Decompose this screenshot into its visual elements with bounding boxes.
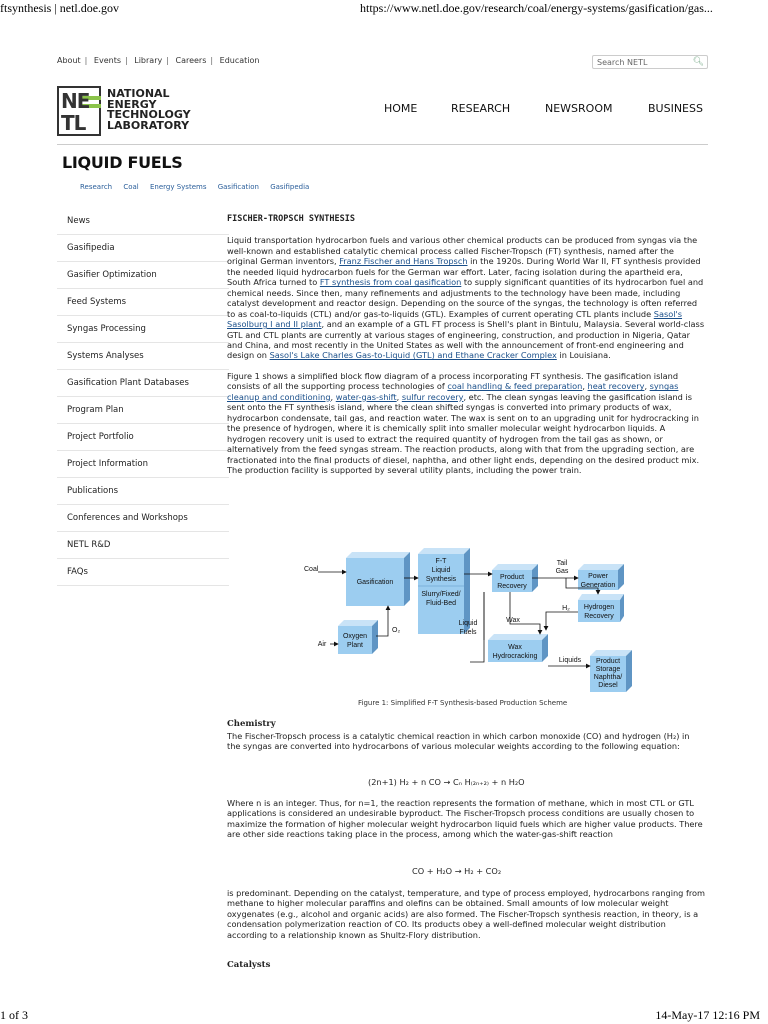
sidebar-item-gasifier-optimization[interactable]: Gasifier Optimization (57, 262, 229, 289)
text: , (396, 391, 402, 402)
label-ft-sub: Fluid-Bed (426, 600, 456, 607)
sidebar-item-publications[interactable]: Publications (57, 478, 229, 505)
equation-ft: (2n+1) H₂ + n CO → Cₙ H₍₂ₙ₊₂₎ + n H₂O (368, 777, 525, 787)
sidebar-item-project-information[interactable]: Project Information (57, 451, 229, 478)
label-tail-gas: Gas (555, 568, 569, 575)
print-timestamp: 14-May-17 12:16 PM (655, 1008, 760, 1022)
label-ft: Synthesis (425, 576, 457, 583)
text: in Louisiana. (556, 350, 611, 361)
logo-letters (61, 90, 97, 134)
label-storage: Storage (595, 666, 621, 673)
sidebar-item-syngas-processing[interactable]: Syngas Processing (57, 316, 229, 343)
logo-line: LABORATORY (107, 118, 190, 132)
label-liquid-fuels: Liquid (458, 620, 478, 627)
link-fischer-tropsch[interactable]: Franz Fischer and Hans Tropsch (339, 256, 468, 267)
utility-link-events[interactable]: Events (93, 56, 121, 65)
link-sasolburg[interactable]: Sasol's Sasolburg I and II plant (227, 308, 683, 330)
sidebar-item-gasifipedia[interactable]: Gasifipedia (57, 235, 229, 262)
sidebar-nav (57, 208, 229, 586)
label-product-recovery: Product (499, 574, 525, 581)
label-liquids: Liquids (558, 657, 582, 664)
logo-line: ENERGY (107, 97, 157, 111)
section-heading-ft: FISCHER-TROPSCH SYNTHESIS (227, 214, 355, 224)
header-divider (57, 144, 708, 145)
label-h2: H₂ (562, 605, 570, 612)
text: to supply significant quantities of its hydrocarbon fuel and chemical needs. Since then, many refinements and adjustments to the technology have been made, including catalyst development and reactor design. Depending on the source of the syngas, the technology is often referred to as coal-to-liquids (CTL) and/or gas-to-liquids (GTL). Examples of current operating CTL plants include (227, 277, 704, 319)
label-ft-sub: Slurry/Fixed/ (421, 591, 461, 598)
logo-line: NATIONAL (107, 87, 170, 100)
text: , (644, 381, 650, 392)
text: Liquid transportation hydrocarbon fuels and various other chemical products can be produced from syngas via the well-known and established catalytic chemical process called Fischer-Tropsch (FT) synthesis, named after the original German inventors, (227, 235, 698, 267)
print-header (0, 0, 768, 16)
paragraph-distribution: is predominant. Depending on the catalyst, temperature, and type of process employed, hydrocarbons ranging from methane to higher molecular paraffins and olefins can be obtained. Small amounts of low molecular weight oxygenates (e.g., alcohol and organic acids) are also formed. The Fischer-Tropsch synthesis reaction, in theory, is a condensation polymerization reaction of CO. Its products obey a well-defined molecular weight distribution according to a relationship known as Shultz-Flory distribution. (227, 888, 706, 940)
utility-link-about[interactable]: About (57, 56, 81, 65)
section-heading-catalysts: Catalysts (227, 960, 271, 970)
ft-block-flow-diagram (296, 548, 646, 694)
label-oxygen-plant: Plant (347, 642, 363, 649)
paragraph-intro (227, 235, 705, 360)
utility-link-careers[interactable]: Careers (175, 56, 207, 65)
link-syngas-cleanup[interactable]: syngas cleanup and conditioning (227, 381, 679, 402)
label-power: Generation (580, 582, 616, 589)
nav-home[interactable]: HOME (384, 102, 418, 115)
link-ft-from-coal[interactable]: FT synthesis from coal gasification (319, 277, 462, 288)
sidebar-item-feed-systems[interactable]: Feed Systems (57, 289, 229, 316)
label-power: Power (588, 573, 608, 580)
link-coal-handling[interactable]: coal handling & feed preparation (447, 381, 583, 392)
label-wax-hydro: Wax (508, 644, 522, 651)
label-storage: Naphtha/ (593, 674, 623, 681)
link-heat-recovery[interactable]: heat recovery (587, 381, 645, 392)
label-liquid-fuels: Fuels (459, 629, 477, 636)
utility-nav: About | Events | Library | Careers | Education (57, 56, 260, 65)
text: in the 1920s. During World War II, FT synthesis provided the needed liquid hydrocarbon fuels for the German war effort. Later, facing isolation during the apartheid era, South Africa turned to (227, 256, 701, 288)
print-page-number: 1 of 3 (0, 1008, 28, 1022)
utility-link-education[interactable]: Education (219, 56, 260, 65)
breadcrumb (80, 183, 318, 191)
label-gasification: Gasification (356, 579, 394, 586)
label-oxygen-plant: Oxygen (342, 633, 368, 640)
sidebar-item-conferences[interactable]: Conferences and Workshops (57, 505, 229, 532)
figure-caption: Figure 1: Simplified F-T Synthesis-based Production Scheme (358, 699, 568, 707)
label-hydrogen: Hydrogen (583, 604, 615, 611)
label-tail-gas: Tail (556, 560, 568, 567)
logo-wordmark (107, 89, 191, 131)
main-content (227, 214, 705, 475)
breadcrumb-gasification[interactable]: Gasification (217, 183, 259, 191)
utility-link-library[interactable]: Library (134, 56, 163, 65)
link-water-gas-shift[interactable]: water-gas-shift (335, 391, 397, 402)
text: , (330, 391, 336, 402)
nav-newsroom[interactable]: NEWSROOM (545, 102, 613, 115)
label-storage: Diesel (598, 682, 618, 689)
sidebar-item-plant-databases[interactable]: Gasification Plant Databases (57, 370, 229, 397)
paragraph-figure-intro (227, 371, 705, 476)
sidebar-item-systems-analyses[interactable]: Systems Analyses (57, 343, 229, 370)
page-title: LIQUID FUELS (62, 153, 183, 172)
sidebar-item-program-plan[interactable]: Program Plan (57, 397, 229, 424)
label-o2: O₂ (392, 627, 401, 634)
breadcrumb-energy-systems[interactable]: Energy Systems (149, 183, 207, 191)
breadcrumb-coal[interactable]: Coal (123, 183, 139, 191)
section-heading-chemistry: Chemistry (227, 719, 276, 729)
breadcrumb-gasifipedia[interactable]: Gasifipedia (270, 183, 310, 191)
text: , (582, 381, 588, 392)
link-sulfur-recovery[interactable]: sulfur recovery (401, 391, 464, 402)
nav-research[interactable]: RESEARCH (451, 102, 511, 115)
text: , and an example of a GTL FT process is Shell's plant in Bintulu, Malaysia. Several world-class GTL and CTL plants are currently at various stages of engineering, construction, and production in Nigeria, Qatar and China, and most recently in the United States as well with the announcement of front-end engineering and design on (227, 319, 705, 361)
breadcrumb-research[interactable]: Research (80, 183, 113, 191)
equation-wgs: CO + H₂O → H₂ + CO₂ (412, 866, 502, 876)
label-storage: Product (595, 658, 621, 665)
search-input[interactable] (592, 55, 708, 69)
link-lake-charles[interactable]: Sasol's Lake Charles Gas-to-Liquid (GTL) and Ethane Cracker Complex (269, 350, 557, 361)
label-hydrogen: Recovery (584, 613, 614, 620)
sidebar-item-news[interactable]: News (57, 208, 229, 235)
sidebar-item-project-portfolio[interactable]: Project Portfolio (57, 424, 229, 451)
logo-mark (57, 86, 101, 136)
label-wax: Wax (506, 617, 520, 624)
label-ft: F-T (435, 558, 447, 565)
search-icon[interactable]: 🔍︎ (692, 57, 704, 67)
sidebar-item-netl-rd[interactable]: NETL R&D (57, 532, 229, 559)
label-ft: Liquid (431, 567, 451, 574)
search-placeholder: Search NETL (597, 58, 648, 67)
print-header-title: ftsynthesis | netl.doe.gov (0, 1, 120, 15)
sidebar-item-faqs[interactable]: FAQs (57, 559, 229, 586)
logo-line: TECHNOLOGY (107, 108, 191, 121)
print-footer (0, 1006, 768, 1024)
logo-letters-text: NETL (61, 89, 90, 135)
label-air: Air (317, 641, 327, 648)
text: Figure 1 shows a simplified block flow diagram of a process incorporating FT synthesis. The gasification island consists of all the supporting process technologies of (227, 370, 679, 392)
label-coal: Coal (304, 566, 319, 573)
label-product-recovery: Recovery (497, 583, 527, 590)
nav-business[interactable]: BUSINESS (648, 102, 703, 115)
paragraph-chemistry: The Fischer-Tropsch process is a catalytic chemical reaction in which carbon monoxide (CO) and hydrogen (H₂) in the syngas are converted into hydrocarbons of various molecular weights according to the following equation: (227, 731, 690, 752)
print-header-url: https://www.netl.doe.gov/research/coal/energy-systems/gasification/gas... (360, 1, 713, 15)
text: , etc. The clean syngas leaving the gasification island is sent onto the FT synthesis island, where the clean shifted syngas is converted into primary products of wax, hydrocarbon condensate, tail gas, and reaction water. The wax is sent on to an upgrading unit for hydrocracking in the presence of hydrogen, where it is chemically split into smaller molecular weight hydrocarbon liquids. A hydrogen recovery unit is used to extract the required quantity of hydrogen from the tail gas as shown, or alternatively from the feed syngas stream. The reaction products, along with that from the upgrading section, are fractionated into the final products of diesel, naphtha, and other light ends, depending on the desired product mix. The production facility is supported by several utility plants, including the power train. (227, 391, 700, 475)
label-wax-hydro: Hydrocracking (492, 653, 538, 660)
paragraph-methane: Where n is an integer. Thus, for n=1, the reaction represents the formation of methane, which in most CTL or GTL applications is considered an undesirable byproduct. The Fischer-Tropsch process conditions are usually chosen to maximize the formation of higher molecular weight hydrocarbon liquid fuels which are higher value products. There are other side reactions taking place in the process, among which the water-gas-shift reaction (227, 798, 703, 840)
